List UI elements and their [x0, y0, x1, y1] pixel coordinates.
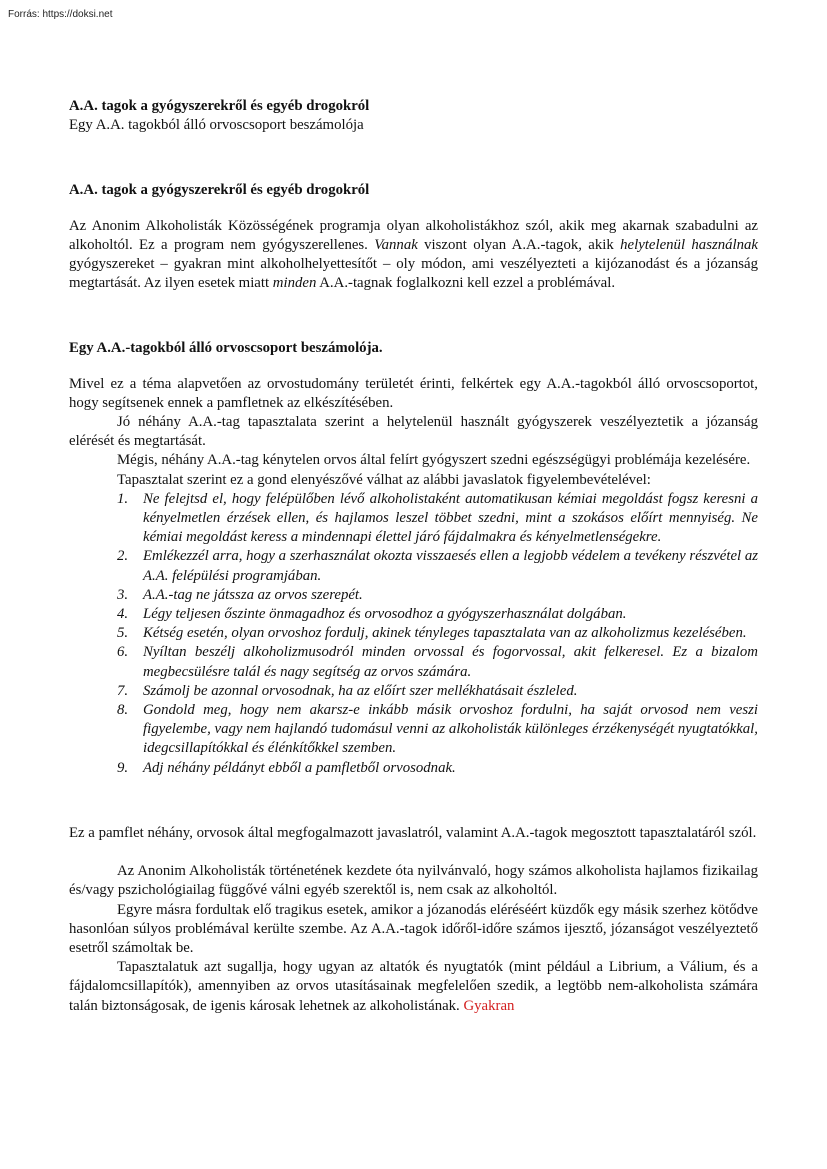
source-line: Forrás: https://doksi.net	[8, 9, 113, 20]
section3-paragraph-1: Ez a pamflet néhány, orvosok által megfogalmazott javaslatról, valamint A.A.-tagok megosztott tapasztalatáról szól.	[69, 824, 757, 841]
section1-heading: A.A. tagok a gyógyszerekről és egyéb drogokról	[69, 182, 370, 199]
document-title: A.A. tagok a gyógyszerekről és egyéb drogokról	[69, 98, 370, 114]
section1-paragraph: Az Anonim Alkoholisták Közösségének programja olyan alkoholistákhoz szól, akik meg akarnak szabadulni az alkoholtól. Ez a program nem gyógyszerellenes. Vannak viszont olyan A.A.-tagok, akik helytelenül használnak gyógyszereket – gyakran mint alkoholhelyettesítőt – oly módon, ami veszélyezteti a kijózanodást és a józanság megtartását. Az ilyen esetek miatt minden A.A.-tagnak foglalkozni kell ezzel a problémával.	[69, 217, 758, 292]
section2-paragraph-1: Mivel ez a téma alapvetően az orvostudomány területét érinti, felkértek egy A.A.-tagokból álló orvoscsoportot, hogy segítsenek ennek a pamfletnek az elkészítésében.	[69, 375, 758, 411]
list-item: 4. Légy teljesen őszinte önmagadhoz és orvosodhoz a gyógyszerhasználat dolgában.	[117, 606, 627, 623]
list-item: 9. Adj néhány példányt ebből a pamfletből orvosodnak.	[117, 759, 456, 776]
section2-heading: Egy A.A.-tagokból álló orvoscsoport beszámolója.	[69, 340, 383, 357]
list-item: 8. Gondold meg, hogy nem akarsz-e inkább másik orvoshoz fordulni, ha saját orvosod nem veszi figyelembe, vagy nem hajlandó tudomásul venni az alkoholisták különleges érzékenységét nyugtatókkal, idegcsillapítókkal és élénkítőkkel szemben.	[117, 702, 758, 757]
list-item: 2. Emlékezzél arra, hogy a szerhasználat okozta visszaesés ellen a legjobb védelem a tevékeny részvétel az A.A. felépülési programjában.	[117, 548, 758, 584]
section2-paragraph-3: Mégis, néhány A.A.-tag kénytelen orvos által felírt gyógyszert szedni egészségügyi problémája kezelésére.	[117, 452, 751, 469]
document-subtitle: Egy A.A. tagokból álló orvoscsoport beszámolója	[69, 117, 364, 134]
highlighted-word: Gyakran	[463, 997, 515, 1014]
list-item: 6. Nyíltan beszélj alkoholizmusodról minden orvossal és fogorvossal, akit felkeresel. Ez a bizalom megbecsülésre talál és nagy segítség az orvos számára.	[117, 644, 758, 680]
list-item: 1. Ne felejtsd el, hogy felépülőben lévő alkoholistaként automatikusan kémiai megoldást fogsz keresni a kényelmetlen érzések ellen, és hajlamos leszel többet szedni, mint a szokásos előírt mennyiség. Ne kémiai megoldást keress a mindennapi élettel járó fájdalmakra és kényelmetlenségekre.	[117, 490, 758, 546]
section3-paragraph-2: Az Anonim Alkoholisták történetének kezdete óta nyilvánvaló, hogy számos alkoholista hajlamos fizikailag és/vagy pszichológiailag függővé válni egyéb szerektől is, nem csak az alkoholtól.	[69, 863, 758, 899]
list-item: 7. Számolj be azonnal orvosodnak, ha az előírt szer mellékhatásait észleled.	[117, 682, 578, 699]
list-item: 3. A.A.-tag ne játssza az orvos szerepét.	[117, 586, 363, 603]
section3-paragraph-4: Tapasztalatuk azt sugallja, hogy ugyan az altatók és nyugtatók (mint például a Librium, a Válium, és a fájdalomcsillapítók), amennyiben az orvos utasításainak megfelelően szedik, a legtöbb nem-alkoholista számára talán biztonságosak, de igenis károsak lehetnek az alkoholistának. Gyakran	[69, 959, 758, 1014]
list-item: 5. Kétség esetén, olyan orvoshoz fordulj, akinek tényleges tapasztalata van az alkoholizmus kezelésében.	[117, 625, 747, 642]
recommendation-list	[69, 490, 758, 778]
section2-paragraph-4: Tapasztalat szerint ez a gond elenyészővé válhat az alábbi javaslatok figyelembevételével:	[117, 471, 651, 488]
document-page	[69, 97, 758, 1016]
section2-paragraph-2: Jó néhány A.A.-tag tapasztalata szerint a helytelenül használt gyógyszerek veszélyeztetik a józanság elérését és megtartását.	[69, 414, 758, 450]
section3-paragraph-3: Egyre másra fordultak elő tragikus esetek, amikor a józanodás eléréséért küzdők egy másik szerhez kötődve hasonlóan súlyos problémával kerülte szembe. Az A.A.-tagok időről-időre számos ijesztő, józanságot veszélyeztető esetről számoltak be.	[69, 901, 758, 956]
